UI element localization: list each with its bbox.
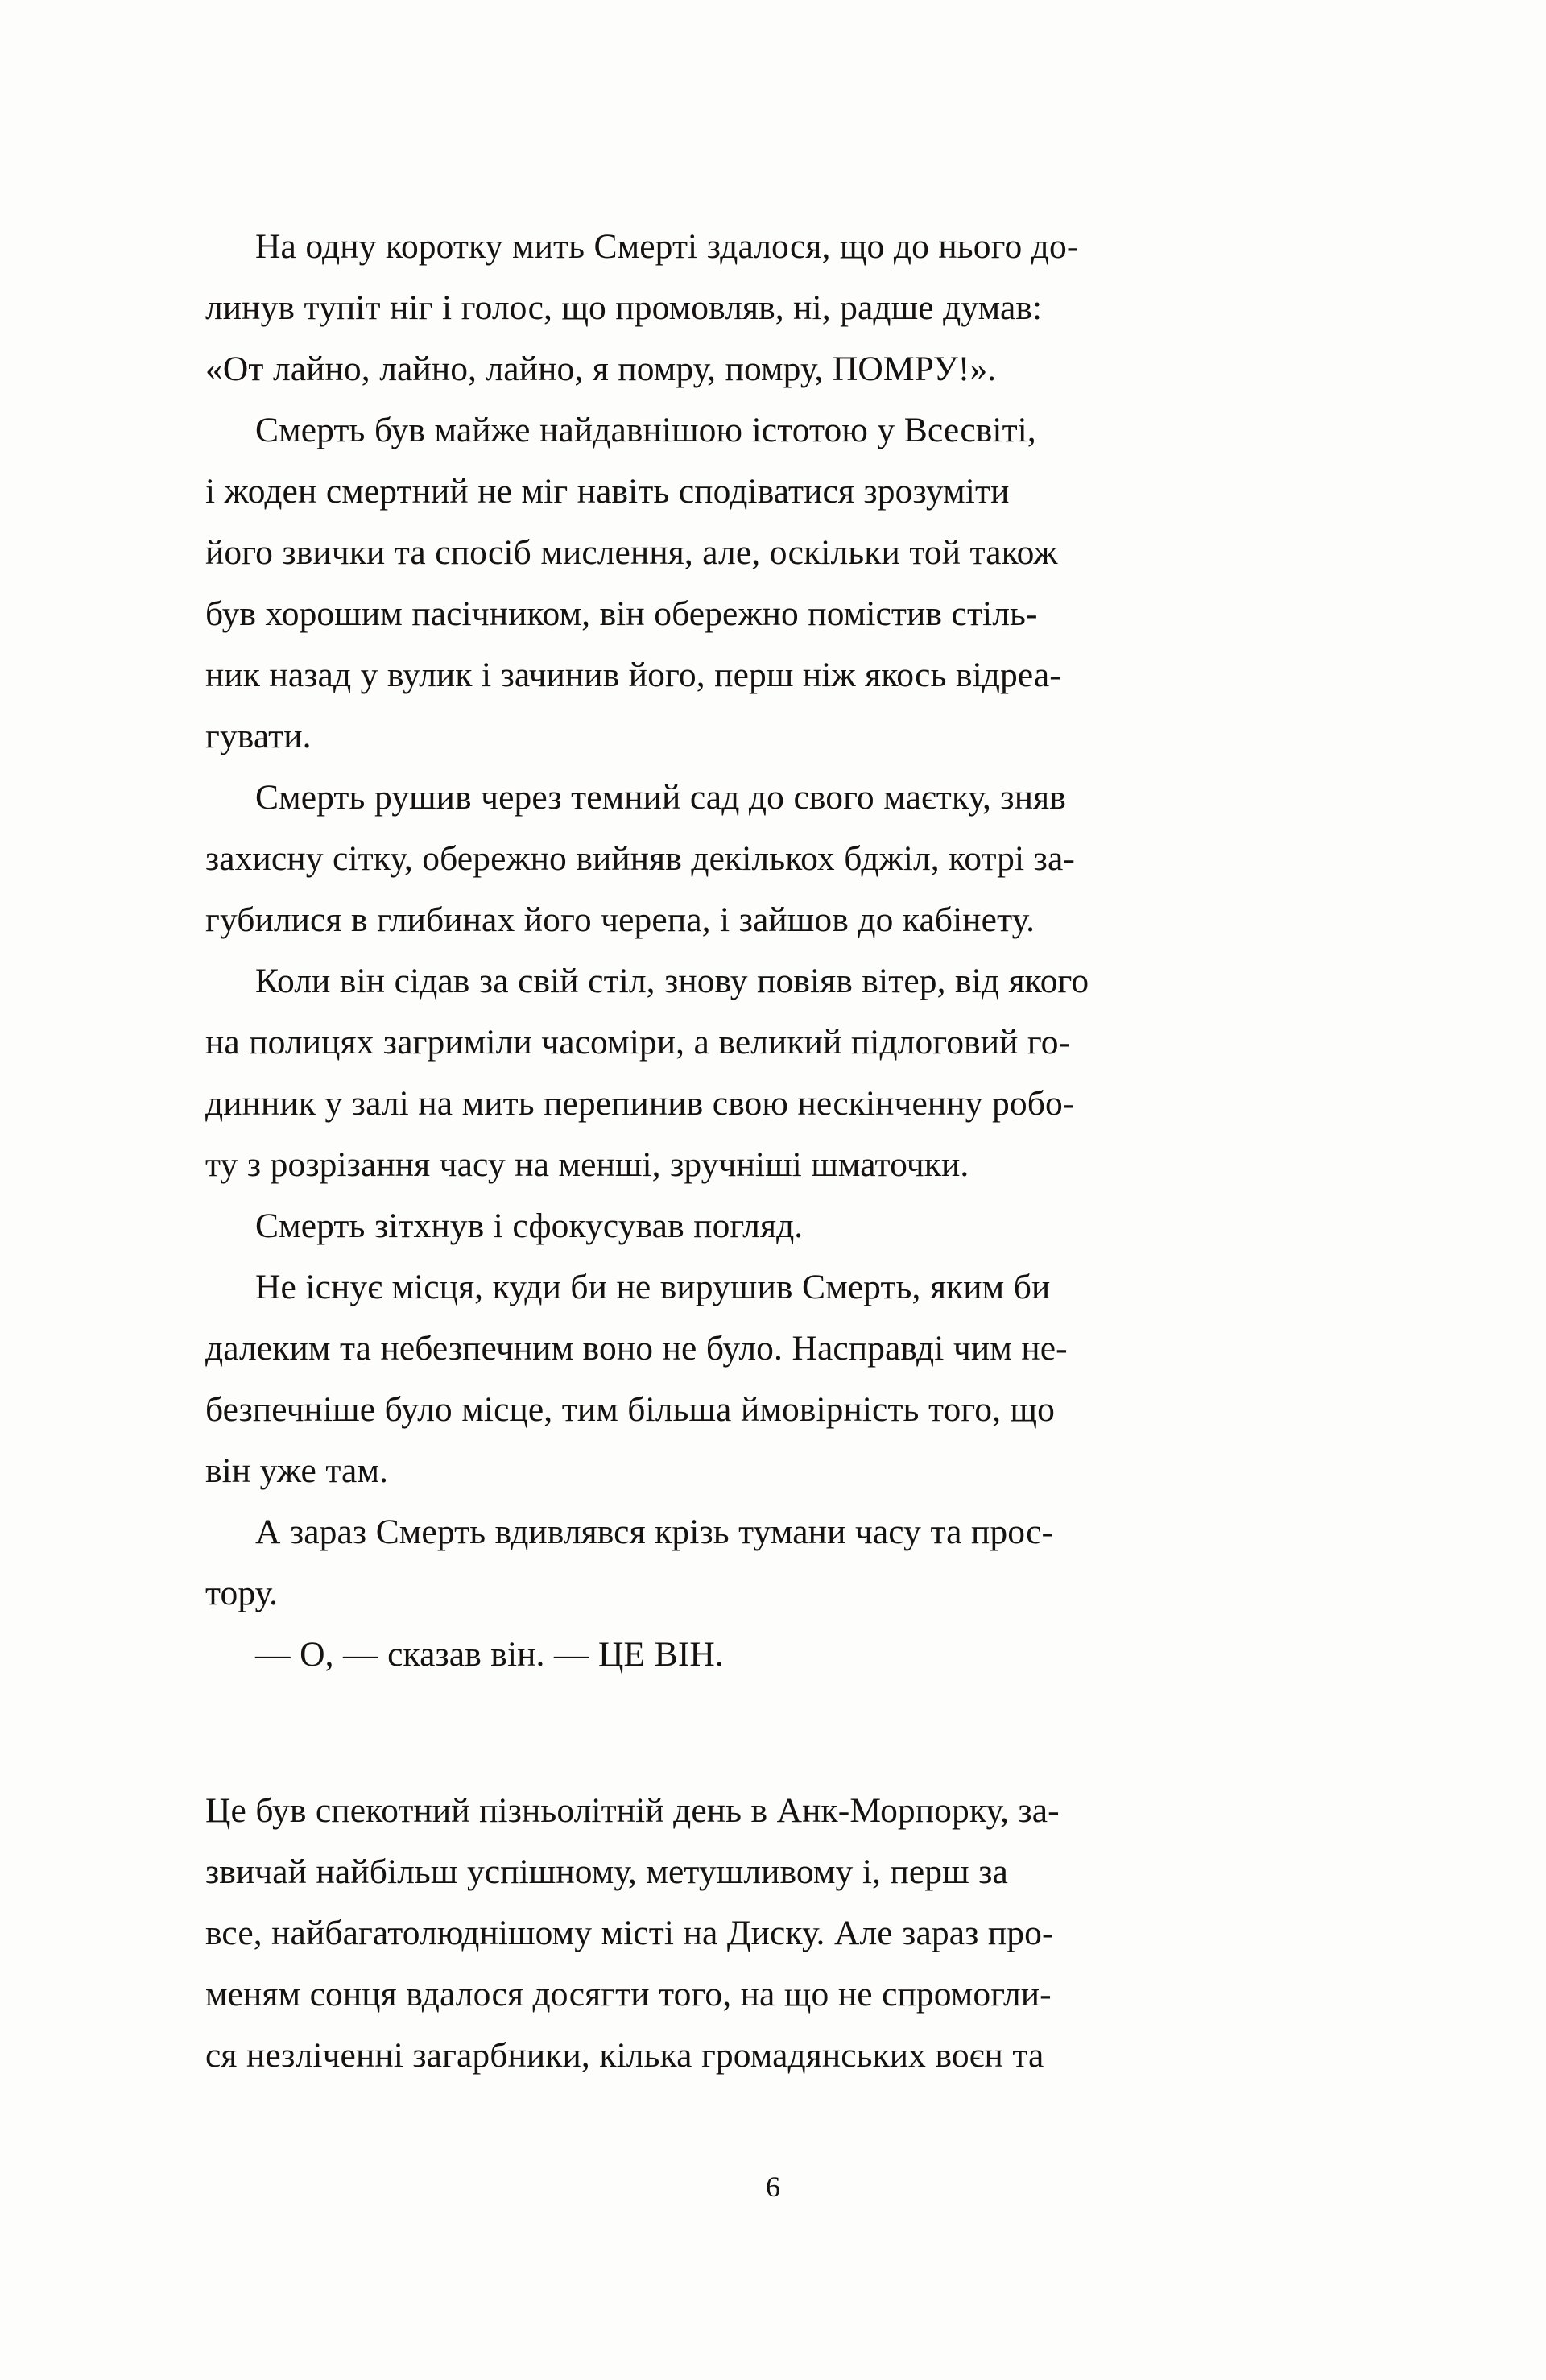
text-line: динник у залі на мить перепинив свою нескінченну робо- (205, 1084, 1075, 1123)
text-line: губилися в глибинах його черепа, і зайшов до кабінету. (205, 900, 1035, 939)
text-line: його звички та спосіб мислення, але, оскільки той також (205, 533, 1058, 572)
text-line: був хорошим пасічником, він обережно помістив стіль- (205, 594, 1038, 633)
text-line: — О, — сказав він. — ЦЕ ВІН. (255, 1635, 724, 1674)
body-text-block (205, 216, 1371, 2086)
text-line: ся незліченні загарбники, кілька громадянських воєн та (205, 2036, 1044, 2075)
section-break (205, 1685, 1371, 1780)
text-line: ту з розрізання часу на менші, зручніші шматочки. (205, 1145, 969, 1184)
paragraph (205, 1780, 1371, 2086)
text-line: гувати. (205, 717, 312, 755)
paragraph (205, 1624, 1371, 1685)
text-line: звичай найбільш успішному, метушливому і, перш за (205, 1852, 1008, 1891)
text-line: «От лайно, лайно, лайно, я помру, помру, ПОМРУ!». (205, 350, 997, 388)
text-line: Не існує місця, куди би не вирушив Смерть, яким би (255, 1268, 1051, 1306)
text-line: безпечніше було місце, тим більша ймовірність того, що (205, 1390, 1055, 1429)
text-line: далеким та небезпечним воно не було. Насправді чим не- (205, 1329, 1068, 1368)
paragraph (205, 1256, 1371, 1501)
text-section-two (205, 1780, 1371, 2086)
paragraph (205, 216, 1371, 399)
text-line: він уже там. (205, 1451, 389, 1490)
text-line: А зараз Смерть вдивлявся крізь тумани часу та прос- (255, 1513, 1054, 1551)
text-line: захисну сітку, обережно вийняв декількох бджіл, котрі за- (205, 839, 1075, 878)
text-line: линув тупіт ніг і голос, що промовляв, ні, радше думав: (205, 288, 1043, 327)
text-line: тору. (205, 1574, 279, 1612)
paragraph (205, 1195, 1371, 1256)
paragraph (205, 1501, 1371, 1624)
paragraph (205, 767, 1371, 950)
paragraph (205, 950, 1371, 1195)
paragraph (205, 399, 1371, 767)
text-section-one (205, 216, 1371, 1685)
text-line: меням сонця вдалося досягти того, на що не спромогли- (205, 1975, 1052, 2014)
text-line: Це був спекотний пізньолітній день в Анк-Морпорку, за- (205, 1791, 1060, 1830)
text-line: все, найбагатолюднішому місті на Диску. Але зараз про- (205, 1914, 1054, 1952)
text-line: Смерть зітхнув і сфокусував погляд. (255, 1207, 804, 1245)
text-line: і жоден смертний не міг навіть сподіватися зрозуміти (205, 472, 1010, 511)
text-line: ник назад у вулик і зачинив його, перш ніж якось відреа- (205, 656, 1061, 694)
text-line: на полицях загриміли часоміри, а великий підлоговий го- (205, 1023, 1071, 1062)
text-line: Коли він сідав за свій стіл, знову повіяв вітер, від якого (255, 962, 1089, 1000)
text-line: Смерть рушив через темний сад до свого маєтку, зняв (255, 778, 1066, 817)
text-line: На одну коротку мить Смерті здалося, що до нього до- (255, 227, 1079, 266)
text-line: Смерть був майже найдавнішою істотою у Всесвіті, (255, 411, 1036, 449)
page-number: 6 (766, 2171, 780, 2203)
